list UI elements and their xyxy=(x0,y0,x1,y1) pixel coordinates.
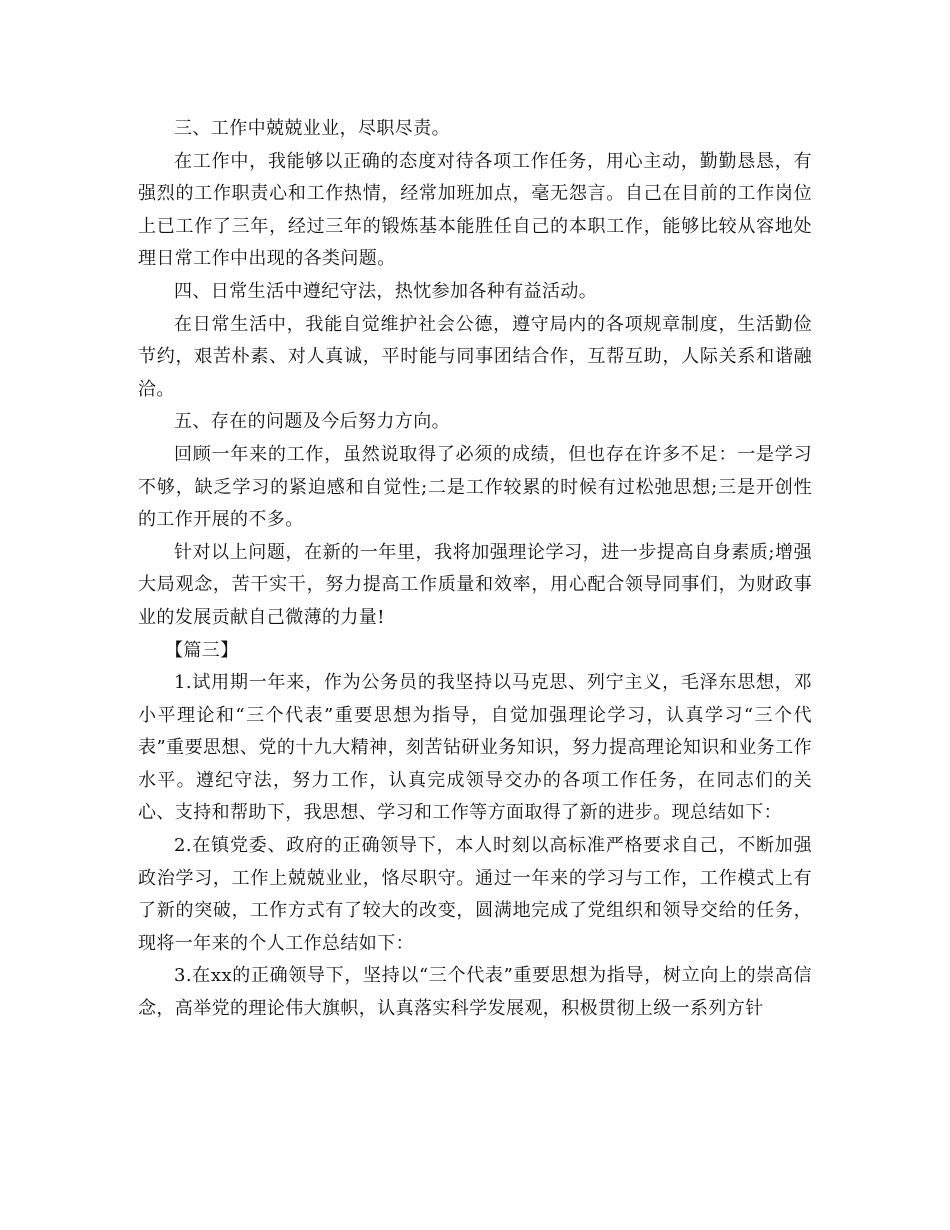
paragraph-daily-life: 在日常生活中，我能自觉维护社会公德，遵守局内的各项规章制度，生活勤俭节约，艰苦朴素、对人真诚，平时能与同事团结合作，互帮互助，人际关系和谐融洽。 xyxy=(138,313,812,400)
paragraph-item-2: 2.在镇党委、政府的正确领导下，本人时刻以高标准严格要求自己，不断加强政治学习，工作上兢兢业业，恪尽职守。通过一年来的学习与工作，工作模式上有了新的突破，工作方式有了较大的改变，圆满地完成了党组织和领导交给的任务，现将一年来的个人工作总结如下： xyxy=(138,835,812,954)
section-heading-5: 五、存在的问题及今后努力方向。 xyxy=(174,411,450,433)
paragraph-improvement: 针对以上问题，在新的一年里，我将加强理论学习，进一步提高自身素质;增强大局观念，苦干实干，努力提高工作质量和效率，用心配合领导同事们，为财政事业的发展贡献自己微薄的力量! xyxy=(138,541,812,628)
section-heading-4: 四、日常生活中遵纪守法，热忱参加各种有益活动。 xyxy=(174,280,598,302)
paragraph-item-1: 1.试用期一年来，作为公务员的我坚持以马克思、列宁主义，毛泽东思想，邓小平理论和“三个代表”重要思想为指导，自觉加强理论学习，认真学习“三个代表”重要思想、党的十九大精神，刻苦钻研业务知识，努力提高理论知识和业务工作水平。遵纪守法，努力工作，认真完成领导交办的各项工作任务，在同志们的关心、支持和帮助下，我思想、学习和工作等方面取得了新的进步。现总结如下： xyxy=(138,672,812,824)
paragraph-work-duty: 在工作中，我能够以正确的态度对待各项工作任务，用心主动，勤勤恳恳，有强烈的工作职责心和工作热情，经常加班加点，毫无怨言。自己在目前的工作岗位上已工作了三年，经过三年的锻炼基本能胜任自己的本职工作，能够比较从容地处理日常工作中出现的各类问题。 xyxy=(138,150,812,270)
section-heading-3: 三、工作中兢兢业业，尽职尽责。 xyxy=(174,118,450,139)
part-three-title: 【篇三】 xyxy=(165,639,239,661)
paragraph-item-3: 3.在xx的正确领导下，坚持以“三个代表”重要思想为指导，树立向上的崇高信念，高举党的理论伟大旗帜，认真落实科学发展观，积极贯彻上级一系列方针 xyxy=(138,965,812,1020)
paragraph-problems: 回顾一年来的工作，虽然说取得了必须的成绩，但也存在许多不足：一是学习不够，缺乏学习的紧迫感和自觉性;二是工作较累的时候有过松弛思想;三是开创性的工作开展的不多。 xyxy=(138,443,812,531)
